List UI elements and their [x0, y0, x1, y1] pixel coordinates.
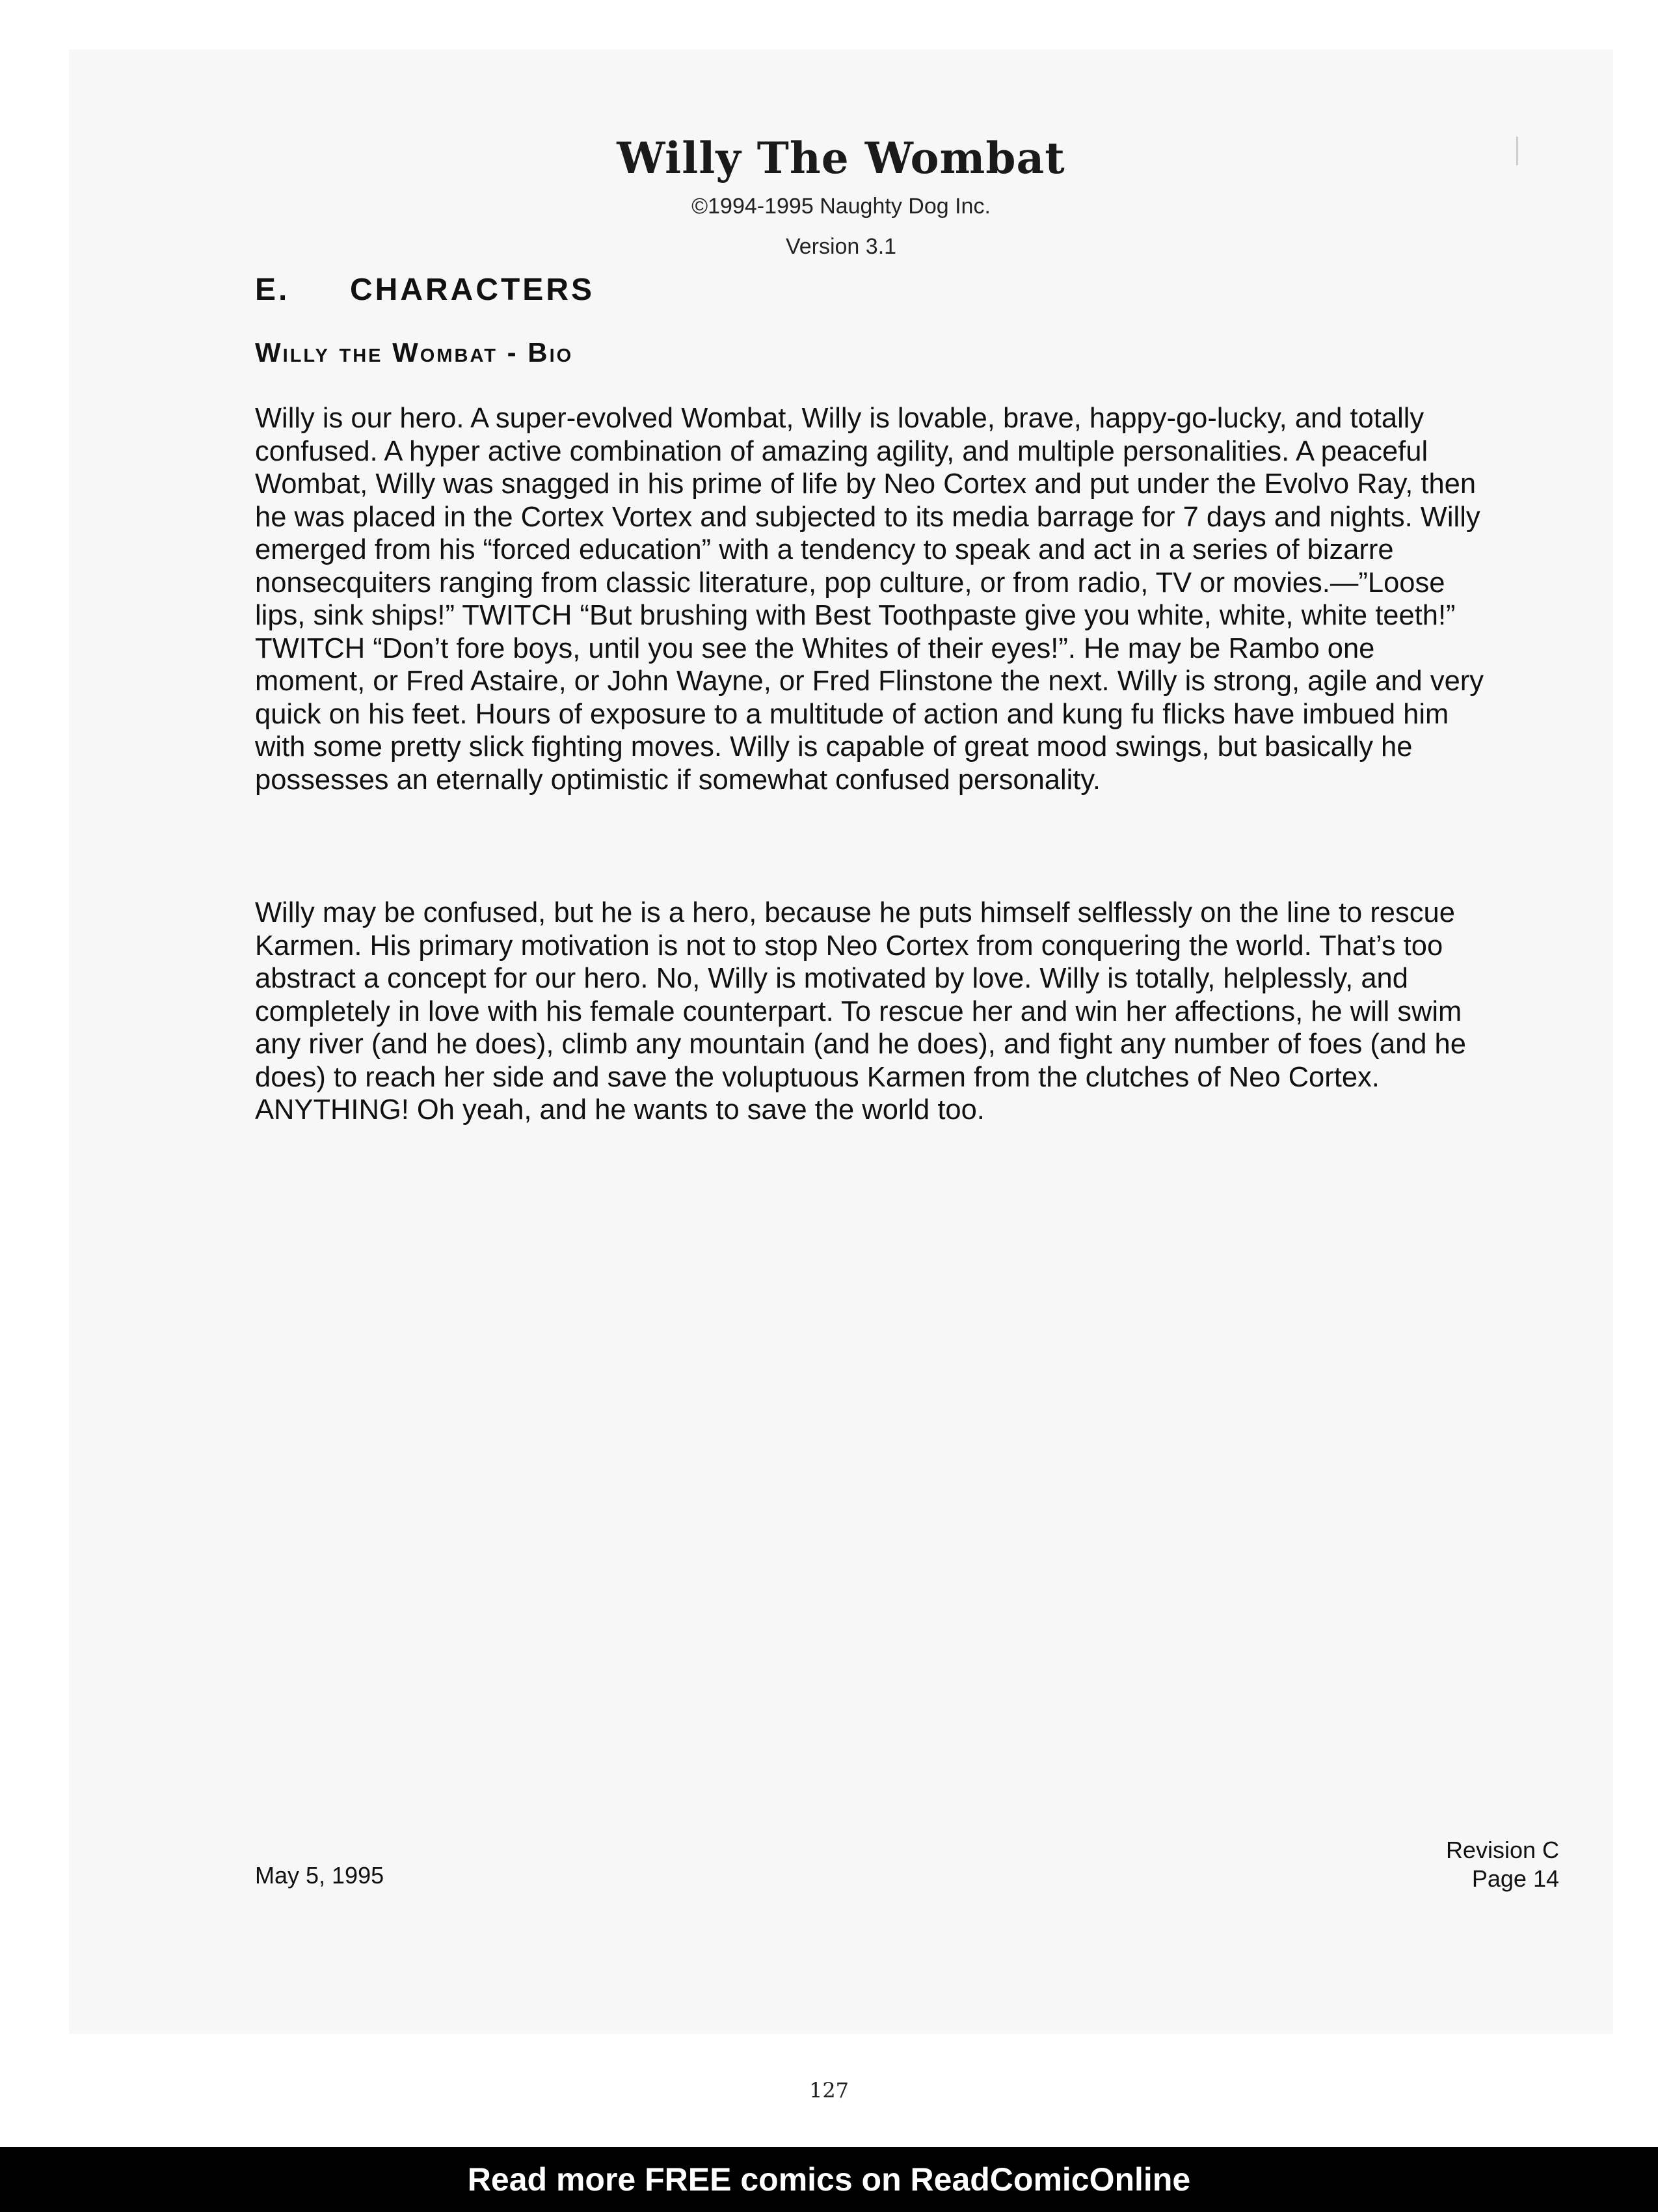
- bio-subheading: Willy the Wombat - Bio: [255, 337, 574, 368]
- section-title: CHARACTERS: [350, 273, 595, 307]
- footer-page-number: Page 14: [1471, 1865, 1559, 1892]
- book-page-number: 127: [809, 2078, 849, 2103]
- bio-paragraph-1: Willy is our hero. A super-evolved Wombat, Willy is lovable, brave, happy-go-lucky, and totally confused. A hyper active combination of amazing agility, and multiple personalities. A peaceful Wombat, Willy was snagged in his prime of life by Neo Cortex and put under the Evolvo Ray, then he was placed in the Cortex Vortex and subjected to its media barrage for 7 days and nights. Willy emerged from his “forced education” with a tendency to speak and act in a series of bizarre nonsecquiters ranging from classic literature, pop culture, or from radio, TV or movies.—”Loose lips, sink ships!” TWITCH “But brushing with Best Toothpaste give you white, white, white teeth!” TWITCH “Don’t fore boys, until you see the Whites of their eyes!”. He may be Rambo one moment, or Fred Astaire, or John Wayne, or Fred Flinstone the next. Willy is strong, agile and very quick on his feet. Hours of exposure to a multitude of action and kung fu flicks have imbued him with some pretty slick fighting moves. Willy is capable of great mood swings, but basically he possesses an eternally optimistic if somewhat confused personality.: [255, 403, 1484, 796]
- section-heading: [255, 272, 595, 308]
- footer-date: May 5, 1995: [255, 1862, 384, 1889]
- version-line: Version 3.1: [785, 234, 897, 259]
- promo-banner-text[interactable]: Read more FREE comics on ReadComicOnline: [467, 2161, 1191, 2198]
- promo-banner[interactable]: [0, 2147, 1658, 2212]
- footer-revision-block: [1446, 1836, 1559, 1893]
- scan-mark: [1516, 137, 1518, 165]
- document-title: Willy The Wombat: [617, 133, 1065, 183]
- section-letter: E.: [255, 273, 290, 307]
- footer-revision: Revision C: [1445, 1837, 1559, 1863]
- copyright-line: ©1994-1995 Naughty Dog Inc.: [691, 194, 991, 219]
- bio-paragraph-2: Willy may be confused, but he is a hero, because he puts himself selflessly on the line to rescue Karmen. His primary motivation is not to stop Neo Cortex from conquering the world. That’s too abstract a concept for our hero. No, Willy is motivated by love. Willy is totally, helplessly, and completely in love with his female counterpart. To rescue her and win her affections, he will swim any river (and he does), climb any mountain (and he does), and fight any number of foes (and he does) to reach her side and save the voluptuous Karmen from the clutches of Neo Cortex. ANYTHING! Oh yeah, and he wants to save the world too.: [255, 897, 1466, 1126]
